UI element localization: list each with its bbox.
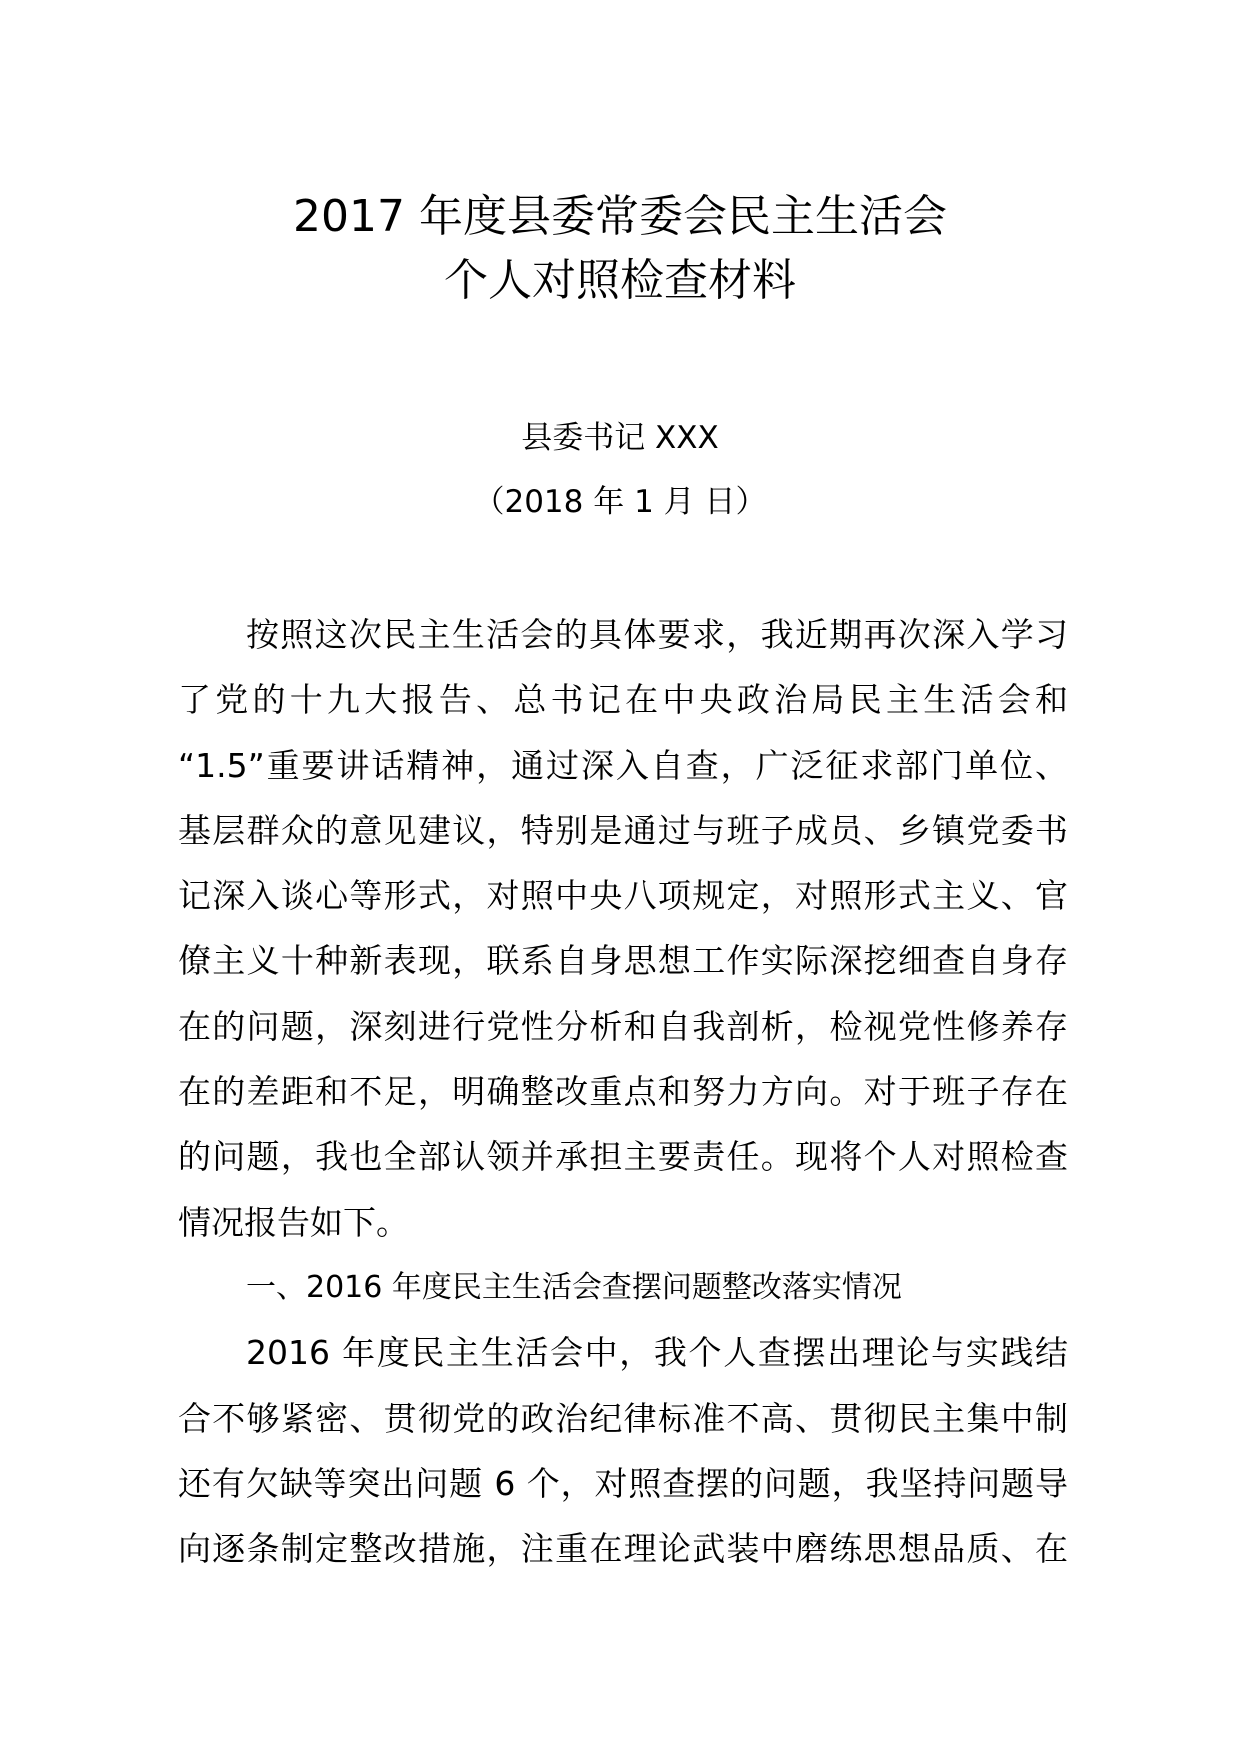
paragraph-line: 在的问题，深刻进行党性分析和自我剖析，检视党性修养存: [178, 1006, 1068, 1046]
paragraph-line: 2016 年度民主生活会中，我个人查摆出理论与实践结: [246, 1333, 1068, 1373]
author-line: 县委书记 XXX: [521, 420, 719, 456]
paragraph-line: 向逐条制定整改措施，注重在理论武装中磨练思想品质、在: [178, 1529, 1068, 1569]
paragraph-line: “1.5”重要讲话精神，通过深入自查，广泛征求部门单位、: [178, 745, 1068, 785]
paragraph-line: 情况报告如下。: [178, 1202, 409, 1242]
paragraph-line: 基层群众的意见建议，特别是通过与班子成员、乡镇党委书: [178, 810, 1068, 850]
heading-text: 一、2016 年度民主生活会查摆问题整改落实情况: [246, 1269, 902, 1305]
paragraph-line: 僚主义十种新表现，联系自身思想工作实际深挖细查自身存: [178, 941, 1068, 981]
section-heading: [178, 1265, 1068, 1330]
paragraph: [178, 612, 1068, 1265]
paragraph-line: 还有欠缺等突出问题 6 个，对照查摆的问题，我坚持问题导: [178, 1463, 1068, 1503]
paragraph-line: 的问题，我也全部认领并承担主要责任。现将个人对照检查: [178, 1137, 1068, 1177]
document-body: [178, 612, 1068, 1591]
document-title-line-1: 2017 年度县委常委会民主生活会: [293, 191, 947, 242]
paragraph-line: 按照这次民主生活会的具体要求，我近期再次深入学习: [246, 615, 1068, 654]
document-title-line-2: 个人对照检查材料: [444, 255, 796, 306]
paragraph-line: 了党的十九大报告、总书记在中央政治局民主生活会和: [178, 680, 1068, 720]
date-line: （2018 年 1 月 日）: [473, 484, 767, 520]
paragraph-line: 合不够紧密、贯彻党的政治纪律标准不高、贯彻民主集中制: [178, 1398, 1068, 1438]
paragraph-line: 在的差距和不足，明确整改重点和努力方向。对于班子存在: [178, 1072, 1068, 1112]
paragraph: [178, 1330, 1068, 1591]
paragraph-line: 记深入谈心等形式，对照中央八项规定，对照形式主义、官: [178, 876, 1068, 916]
